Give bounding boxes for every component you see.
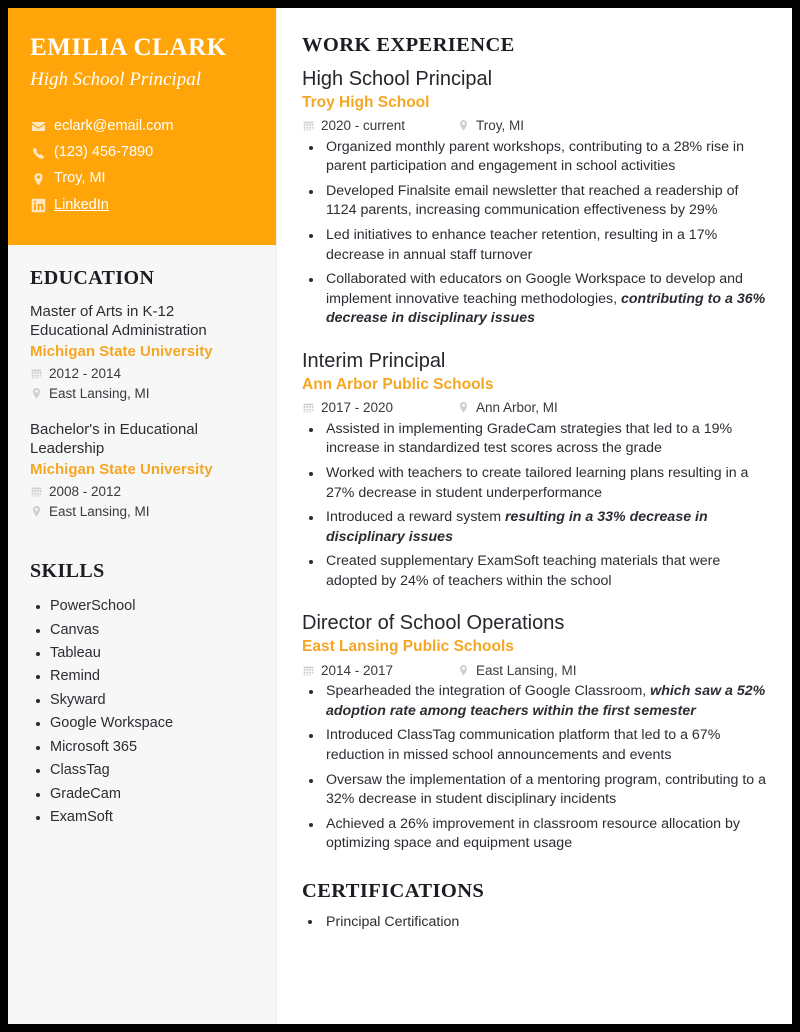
certification-item: • Principal Certification [323,913,768,933]
location-pin-icon [457,119,470,132]
education-section [8,245,276,520]
skill-item: • GradeCam [50,783,254,805]
job-bullet [323,270,768,329]
skill-item: • PowerSchool [50,595,254,617]
bullet-text: Worked with teachers to create tailored learning plans resulting in a 27% decrease in student underperformance [326,464,749,501]
location-pin-icon [30,171,46,187]
bullet-emphasis: resulting in a 33% decrease in disciplinary issues [326,509,708,545]
job-bullet [323,682,768,721]
bullet-text: Introduced ClassTag communication platform that led to a 67% reduction in missed school announcements and events [326,727,721,763]
location-pin-icon [30,387,43,400]
contact-item [30,144,254,161]
location-pin-icon [457,401,470,414]
education-entry [30,420,254,520]
skills-heading: SKILLS [30,560,105,583]
job-bullet [323,226,768,265]
meta-row [302,117,457,135]
meta-row [457,117,524,135]
contact-text: eclark@email.com [54,117,174,134]
job-company: Ann Arbor Public Schools [302,376,494,394]
meta-row [457,399,558,417]
contact-text[interactable]: LinkedIn [54,196,109,213]
bullet-text: Developed Finalsite email newsletter that reached a readership of 1124 parents, increasing communication effectiveness by 29% [326,182,739,219]
meta-row [30,483,254,501]
job-role: High School Principal [302,68,493,90]
education-school: Michigan State University [30,461,213,479]
skill-item: • Tableau [50,642,254,664]
education-school: Michigan State University [30,343,213,361]
meta-text: 2008 - 2012 [49,483,122,499]
job-entry [302,67,768,329]
job-entry [302,349,768,591]
skill-item: • ClassTag [50,759,254,781]
meta-text: 2012 - 2014 [49,365,122,381]
contact-item [30,170,254,187]
resume-page [8,8,792,1024]
meta-text: East Lansing, MI [49,503,150,519]
certifications-section [302,880,768,933]
bullet-text: Achieved a 26% improvement in classroom resource allocation by optimizing space and equipment usage [326,815,741,852]
meta-text: Ann Arbor, MI [476,400,558,416]
job-bullet [323,726,768,765]
meta-row [30,365,254,383]
location-pin-icon [30,505,43,518]
calendar-icon [30,367,43,380]
job-company: East Lansing Public Schools [302,638,514,656]
bullet-text: Organized monthly parent workshops, contributing to a 28% rise in parent participation and engagement in school activities [326,138,744,175]
calendar-icon [302,664,315,677]
contact-list [30,118,254,215]
skill-item: • Google Workspace [50,712,254,734]
meta-text: 2014 - 2017 [321,662,394,678]
job-meta [302,117,768,135]
skill-list [30,595,254,829]
meta-row [30,503,254,521]
job-bullets [302,138,768,329]
full-name: EMILIA CLARK [30,34,227,61]
education-degree: Bachelor's in Educational Leadership [30,421,198,458]
bullet-text: Assisted in implementing GradeCam strategies that led to a 19% increase in standardized test scores across the grade [326,420,733,457]
job-company: Troy High School [302,94,430,111]
meta-row [302,399,457,417]
work-experience-heading: WORK EXPERIENCE [302,34,515,56]
contact-item[interactable] [30,197,254,214]
envelope-icon [30,118,46,134]
sidebar [8,8,277,1024]
job-meta [302,399,768,417]
education-entries [30,302,254,520]
skill-item: • Skyward [50,689,254,711]
meta-text: 2020 - current [321,118,406,134]
calendar-icon [302,119,315,132]
contact-text: (123) 456-7890 [54,143,154,160]
skill-item: • Microsoft 365 [50,736,254,758]
bullet-text: Collaborated with educators on Google Workspace to develop and implement innovative teaching methodologies, [326,271,743,307]
name-header-block [8,8,276,245]
certifications-heading: CERTIFICATIONS [302,879,485,902]
education-entry [30,302,254,402]
job-bullet [323,464,768,503]
main-column [277,8,792,1024]
meta-row [457,662,577,680]
skills-section [8,538,276,829]
skill-item: • Remind [50,665,254,687]
bullet-emphasis: which saw a 52% adoption rate among teachers within the first semester [326,683,766,719]
linkedin-icon [30,197,46,213]
contact-text: Troy, MI [54,170,106,187]
job-bullet [323,771,768,810]
bullet-text: Spearheaded the integration of Google Classroom, [326,683,651,700]
job-list [302,67,768,854]
job-bullet [323,182,768,221]
phone-icon [30,145,46,161]
job-role: Interim Principal [302,350,446,373]
job-bullet [323,138,768,177]
meta-row [30,385,254,403]
meta-text: East Lansing, MI [49,385,150,401]
job-role: Director of School Operations [302,612,565,635]
job-bullet [323,508,768,547]
job-bullet [323,420,768,459]
education-degree: Master of Arts in K-12 Educational Administration [30,303,207,340]
job-meta [302,662,768,680]
contact-item [30,118,254,135]
education-heading: EDUCATION [30,267,155,290]
skill-item: • ExamSoft [50,806,254,828]
bullet-text: Created supplementary ExamSoft teaching materials that were adopted by 24% of teachers within the school [326,553,721,589]
calendar-icon [302,401,315,414]
bullet-text: Oversaw the implementation of a mentoring program, contributing to a 32% decrease in student disciplinary incidents [326,771,767,808]
bullet-text: Introduced a reward system [326,509,505,526]
job-entry [302,611,768,853]
meta-text: East Lansing, MI [476,662,577,678]
meta-text: Troy, MI [476,118,524,134]
job-bullet [323,552,768,591]
bullet-text: Led initiatives to enhance teacher retention, resulting in a 17% decrease in annual staff turnover [326,227,718,263]
headline-job-title: High School Principal [30,68,201,90]
meta-row [302,662,457,680]
job-bullet [323,815,768,854]
location-pin-icon [457,664,470,677]
skill-item: • Canvas [50,619,254,641]
work-experience-section [302,34,768,854]
job-bullets [302,682,768,854]
certifications-list [302,913,768,933]
bullet-emphasis: contributing to a 36% decrease in disciplinary issues [326,290,766,327]
meta-text: 2017 - 2020 [321,400,394,416]
job-bullets [302,420,768,592]
calendar-icon [30,485,43,498]
